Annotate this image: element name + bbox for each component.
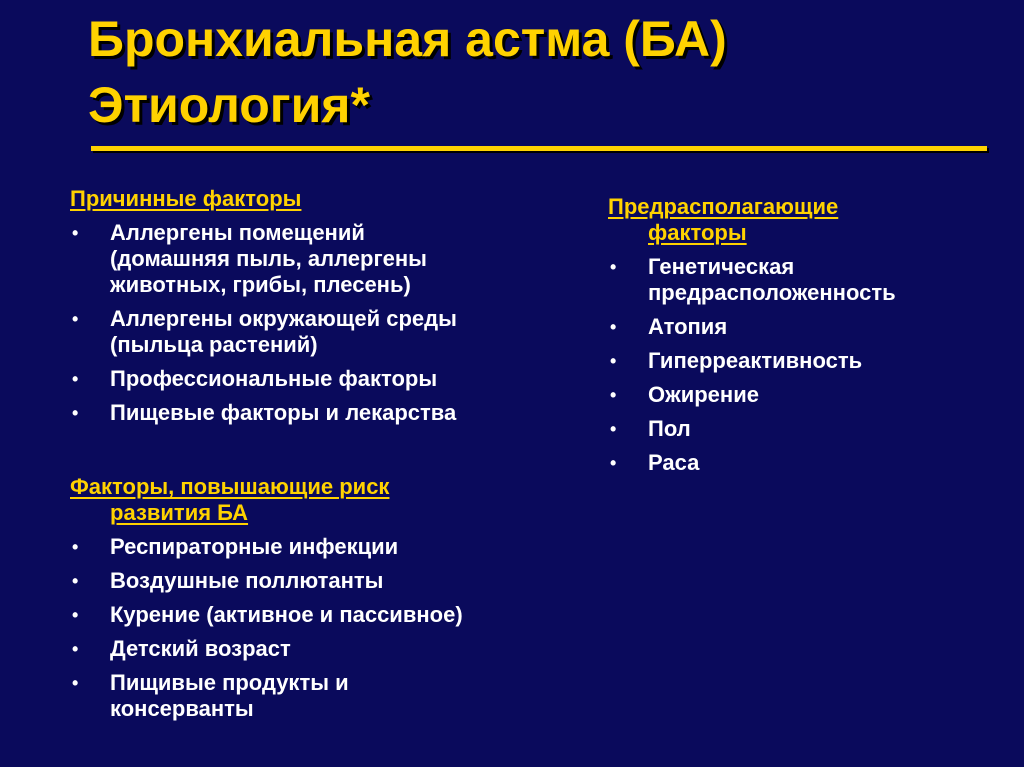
bullet-icon: • <box>72 673 79 693</box>
risk-factors-heading: Факторы, повышающие риск развития БА <box>70 474 390 525</box>
list-item <box>70 602 590 628</box>
title-line-1: Бронхиальная астма (БА) <box>88 11 727 67</box>
bullet-icon: • <box>610 351 617 371</box>
list-item <box>608 348 1008 374</box>
bullet-icon: • <box>610 385 617 405</box>
bullet-icon: • <box>72 309 79 329</box>
title-underline-rule <box>91 146 987 151</box>
list-item-text: (пыльца растений) <box>110 332 318 357</box>
risk-factors-list <box>70 534 590 722</box>
bullet-icon: • <box>610 257 617 277</box>
list-item <box>70 534 590 560</box>
causal-factors-heading: Причинные факторы <box>70 186 302 211</box>
list-item-text: консерванты <box>110 696 254 721</box>
list-item-text: Детский возраст <box>110 636 291 661</box>
list-item <box>608 416 1008 442</box>
list-item-text: животных, грибы, плесень) <box>110 272 411 297</box>
list-item-text: Пищевые факторы и лекарства <box>110 400 457 425</box>
list-item <box>608 254 1008 306</box>
causal-factors-section <box>70 186 590 426</box>
list-item-text: (домашняя пыль, аллергены <box>110 246 427 271</box>
list-item-text: Пол <box>648 416 691 441</box>
bullet-icon: • <box>610 453 617 473</box>
bullet-icon: • <box>72 605 79 625</box>
list-item <box>70 568 590 594</box>
bullet-icon: • <box>72 223 79 243</box>
list-item-text: Аллергены окружающей среды <box>110 306 457 331</box>
list-item <box>608 314 1008 340</box>
predisposing-factors-heading: Предрасполагающие факторы <box>608 194 839 245</box>
list-item <box>70 220 590 298</box>
list-item-text: Респираторные инфекции <box>110 534 399 559</box>
bullet-icon: • <box>72 369 79 389</box>
list-item <box>70 670 590 722</box>
predisposing-factors-list <box>608 254 1008 476</box>
list-item-text: Аллергены помещений <box>110 220 365 245</box>
list-item-text: Воздушные поллютанты <box>110 568 384 593</box>
risk-factors-section <box>70 474 590 722</box>
bullet-icon: • <box>610 317 617 337</box>
list-item-text: Профессиональные факторы <box>110 366 438 391</box>
list-item-text: Ожирение <box>648 382 759 407</box>
title-line-2: Этиология* <box>88 77 370 133</box>
list-item-text: Генетическая <box>648 254 795 279</box>
list-item <box>70 636 590 662</box>
list-item <box>608 382 1008 408</box>
list-item-text: Атопия <box>648 314 728 339</box>
bullet-icon: • <box>72 639 79 659</box>
bullet-icon: • <box>72 571 79 591</box>
predisposing-factors-section <box>608 194 1008 476</box>
bullet-icon: • <box>72 403 79 423</box>
list-item-text: предрасположенность <box>648 280 896 305</box>
list-item <box>608 450 1008 476</box>
bullet-icon: • <box>610 419 617 439</box>
causal-factors-list <box>70 220 590 426</box>
list-item <box>70 306 590 358</box>
list-item <box>70 366 590 392</box>
list-item-text: Курение (активное и пассивное) <box>110 602 463 627</box>
list-item <box>70 400 590 426</box>
list-item-text: Пищивые продукты и <box>110 670 349 695</box>
list-item-text: Раса <box>648 450 700 475</box>
slide-title <box>88 6 727 138</box>
list-item-text: Гиперреактивность <box>648 348 863 373</box>
bullet-icon: • <box>72 537 79 557</box>
